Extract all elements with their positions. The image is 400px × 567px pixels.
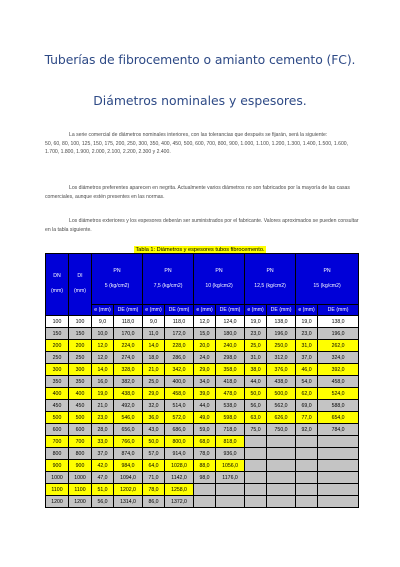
table-cell [245, 496, 267, 508]
table-cell: 14,0 [143, 340, 165, 352]
table-cell: 500,0 [267, 388, 296, 400]
table-cell: 20,0 [194, 340, 216, 352]
di-header: DI (mm) [69, 254, 92, 316]
table-cell: 150 [69, 328, 92, 340]
table-cell: 400 [69, 388, 92, 400]
pn-group-header: PN 10 (kg/cm2) [194, 254, 245, 305]
table-cell: 25,0 [143, 376, 165, 388]
table-cell: 31,0 [296, 340, 318, 352]
table-cell: 14,0 [92, 364, 114, 376]
sub-header: e (mm) [194, 305, 216, 316]
table-cell: 56,0 [92, 496, 114, 508]
table-cell: 874,0 [114, 448, 143, 460]
table-cell: 100 [46, 316, 69, 328]
table-cell: 69,0 [296, 400, 318, 412]
table-cell: 300 [69, 364, 92, 376]
table-cell: 38,0 [245, 364, 267, 376]
sub-header: e (mm) [296, 305, 318, 316]
table-cell: 1000 [69, 472, 92, 484]
table-cell [318, 472, 359, 484]
table-cell: 25,0 [245, 340, 267, 352]
table-cell: 24,0 [194, 352, 216, 364]
table-cell: 46,0 [296, 364, 318, 376]
table-cell [216, 484, 245, 496]
table-cell: 21,0 [143, 364, 165, 376]
table-cell: 32,0 [143, 400, 165, 412]
page-title: Tuberías de fibrocemento o amianto cemento (FC). [44, 52, 356, 67]
table-cell: 382,0 [114, 376, 143, 388]
table-cell: 138,0 [318, 316, 359, 328]
table-cell [245, 460, 267, 472]
table-cell: 458,0 [318, 376, 359, 388]
table-cell: 44,0 [245, 376, 267, 388]
table-row [46, 376, 359, 388]
table-cell: 10,0 [92, 328, 114, 340]
table-cell: 19,0 [92, 388, 114, 400]
table-cell: 312,0 [267, 352, 296, 364]
table-cell: 170,0 [114, 328, 143, 340]
table-cell [318, 448, 359, 460]
table-cell: 118,0 [114, 316, 143, 328]
table-cell [296, 472, 318, 484]
table-cell: 800 [69, 448, 92, 460]
table-cell: 1372,0 [165, 496, 194, 508]
table-cell: 92,0 [296, 424, 318, 436]
table-cell: 250,0 [267, 340, 296, 352]
table-cell: 43,0 [143, 424, 165, 436]
table-cell: 600 [46, 424, 69, 436]
page-subtitle: Diámetros nominales y espesores. [93, 93, 307, 108]
table-cell: 1176,0 [216, 472, 245, 484]
exterior-paragraph [45, 217, 359, 234]
table-cell: 228,0 [165, 340, 194, 352]
table-cell: 300 [46, 364, 69, 376]
table-cell [245, 472, 267, 484]
table-cell: 11,0 [143, 328, 165, 340]
table-cell: 1200 [69, 496, 92, 508]
preferred-paragraph [45, 184, 359, 201]
table-row [46, 328, 359, 340]
table-cell: 562,0 [267, 400, 296, 412]
table-cell: 29,0 [143, 388, 165, 400]
table-cell: 64,0 [143, 460, 165, 472]
table-cell: 98,0 [194, 472, 216, 484]
table-row [46, 388, 359, 400]
table-cell: 23,0 [296, 328, 318, 340]
table-cell: 77,0 [296, 412, 318, 424]
table-cell: 12,0 [92, 340, 114, 352]
table-cell: 138,0 [267, 316, 296, 328]
table-cell: 37,0 [92, 448, 114, 460]
table-cell: 324,0 [318, 352, 359, 364]
table-cell: 21,0 [92, 400, 114, 412]
table-cell: 524,0 [318, 388, 359, 400]
table-cell [267, 460, 296, 472]
table-cell: 492,0 [114, 400, 143, 412]
table-cell: 392,0 [318, 364, 359, 376]
table-cell: 68,0 [194, 436, 216, 448]
table-cell: 1100 [46, 484, 69, 496]
table-cell: 1094,0 [114, 472, 143, 484]
table-cell: 654,0 [318, 412, 359, 424]
table-cell: 172,0 [165, 328, 194, 340]
table-cell: 718,0 [216, 424, 245, 436]
table-cell: 376,0 [267, 364, 296, 376]
pn-group-header: PN 5 (kg/cm2) [92, 254, 143, 305]
table-row [46, 460, 359, 472]
table-cell: 1142,0 [165, 472, 194, 484]
table-row [46, 316, 359, 328]
table-row [46, 424, 359, 436]
table-cell: 19,0 [296, 316, 318, 328]
table-cell: 936,0 [216, 448, 245, 460]
table-cell: 984,0 [114, 460, 143, 472]
table-cell [216, 496, 245, 508]
table-cell: 1056,0 [216, 460, 245, 472]
table-cell: 54,0 [296, 376, 318, 388]
table-cell [296, 460, 318, 472]
table-cell: 44,0 [194, 400, 216, 412]
table-cell: 514,0 [165, 400, 194, 412]
table-row [46, 412, 359, 424]
dn-header: DN (mm) [46, 254, 69, 316]
table-cell: 59,0 [194, 424, 216, 436]
table-cell: 700 [46, 436, 69, 448]
table-cell: 34,0 [194, 376, 216, 388]
table-cell: 626,0 [267, 412, 296, 424]
table-cell: 500 [69, 412, 92, 424]
table-cell: 400 [46, 388, 69, 400]
table-cell [318, 496, 359, 508]
table-cell: 75,0 [245, 424, 267, 436]
table-cell: 538,0 [216, 400, 245, 412]
table-cell: 180,0 [216, 328, 245, 340]
table-cell: 15,0 [194, 328, 216, 340]
intro-paragraph [45, 131, 359, 157]
table-cell: 458,0 [165, 388, 194, 400]
table-row [46, 484, 359, 496]
table-cell: 546,0 [114, 412, 143, 424]
table-cell: 50,0 [143, 436, 165, 448]
table-cell [296, 436, 318, 448]
table-cell: 262,0 [318, 340, 359, 352]
table-cell: 200 [69, 340, 92, 352]
table-cell: 12,0 [194, 316, 216, 328]
sub-header: DE (mm) [267, 305, 296, 316]
table-cell: 18,0 [143, 352, 165, 364]
table-cell: 1100 [69, 484, 92, 496]
table-caption-text: Tabla 1: Diámetros y espesores tubos fibrocemento. [135, 247, 265, 253]
table-cell: 656,0 [114, 424, 143, 436]
table-cell: 700 [69, 436, 92, 448]
table-cell [267, 448, 296, 460]
table-cell: 200 [46, 340, 69, 352]
table-cell: 900 [46, 460, 69, 472]
table-cell: 598,0 [216, 412, 245, 424]
table-cell: 224,0 [114, 340, 143, 352]
table-cell: 818,0 [216, 436, 245, 448]
table-cell: 196,0 [318, 328, 359, 340]
table-cell: 19,0 [245, 316, 267, 328]
sub-header: e (mm) [143, 305, 165, 316]
table-cell [318, 436, 359, 448]
table-cell: 150 [46, 328, 69, 340]
table-cell: 450 [69, 400, 92, 412]
pn-group-header: PN 12,5 (kg/cm2) [245, 254, 296, 305]
table-cell: 250 [46, 352, 69, 364]
table-cell: 450 [46, 400, 69, 412]
table-cell: 240,0 [216, 340, 245, 352]
table-cell [267, 472, 296, 484]
table-row [46, 436, 359, 448]
table-cell: 418,0 [216, 376, 245, 388]
table-cell: 600 [69, 424, 92, 436]
diameter-series: 50, 60, 80, 100, 125, 150, 175, 200, 250, 300, 350, 400, 450, 500, 600, 700, 800, 900, 1.000, 1.100, 1.200, 1.300, 1.400, 1.500, 1.600, 1.700, 1.800, 1.900, 2.000, 2.100, 2.200, 2.300 y 2.400. [45, 140, 349, 156]
table-cell: 328,0 [114, 364, 143, 376]
table-cell: 39,0 [194, 388, 216, 400]
table-cell: 63,0 [245, 412, 267, 424]
table-row [46, 364, 359, 376]
table-cell: 100 [69, 316, 92, 328]
table-cell: 16,0 [92, 376, 114, 388]
table-row [46, 400, 359, 412]
table-cell: 29,0 [194, 364, 216, 376]
table-cell: 358,0 [216, 364, 245, 376]
table-cell: 36,0 [143, 412, 165, 424]
table-cell: 588,0 [318, 400, 359, 412]
table-cell: 62,0 [296, 388, 318, 400]
table-cell: 1028,0 [165, 460, 194, 472]
table-cell: 124,0 [216, 316, 245, 328]
table-cell: 1314,0 [114, 496, 143, 508]
table-cell: 750,0 [267, 424, 296, 436]
pn-group-header: PN 7,5 (kg/cm2) [143, 254, 194, 305]
table-cell [318, 460, 359, 472]
table-cell: 118,0 [165, 316, 194, 328]
table-cell: 1258,0 [165, 484, 194, 496]
table-cell [318, 484, 359, 496]
table-cell: 478,0 [216, 388, 245, 400]
sub-header: e (mm) [92, 305, 114, 316]
table-cell [245, 484, 267, 496]
table-cell: 438,0 [114, 388, 143, 400]
table-cell: 9,0 [143, 316, 165, 328]
table-cell: 23,0 [245, 328, 267, 340]
table-subheader-row [46, 305, 359, 316]
table-cell: 274,0 [114, 352, 143, 364]
sub-header: DE (mm) [216, 305, 245, 316]
table-cell: 12,0 [92, 352, 114, 364]
table-cell: 1200 [46, 496, 69, 508]
table-cell: 500 [46, 412, 69, 424]
table-row [46, 472, 359, 484]
exterior-text: Los diámetros exteriores y los espesores deberán ser suministrados por el fabricante. Valores aproximados se pueden consultar en la tabla siguiente. [45, 218, 359, 233]
table-cell [296, 484, 318, 496]
table-cell: 438,0 [267, 376, 296, 388]
table-cell [194, 496, 216, 508]
table-cell: 286,0 [165, 352, 194, 364]
sub-header: DE (mm) [114, 305, 143, 316]
table-cell: 23,0 [92, 412, 114, 424]
table-cell: 33,0 [92, 436, 114, 448]
table-row [46, 496, 359, 508]
table-cell: 350 [69, 376, 92, 388]
table-cell: 88,0 [194, 460, 216, 472]
table-cell [194, 484, 216, 496]
table-cell: 86,0 [143, 496, 165, 508]
table-row [46, 352, 359, 364]
table-cell: 78,0 [143, 484, 165, 496]
table-cell: 9,0 [92, 316, 114, 328]
table-cell: 42,0 [92, 460, 114, 472]
pipe-dimensions-table [45, 253, 359, 508]
table-cell [267, 496, 296, 508]
table-cell: 298,0 [216, 352, 245, 364]
sub-header: DE (mm) [318, 305, 359, 316]
table-cell: 57,0 [143, 448, 165, 460]
table-cell: 50,0 [245, 388, 267, 400]
table-cell [296, 448, 318, 460]
table-cell: 78,0 [194, 448, 216, 460]
table-cell: 1000 [46, 472, 69, 484]
intro-text: La serie comercial de diámetros nominales interiores, con las tolerancias que después se fijarán, será la siguiente: [69, 132, 328, 138]
table-cell: 900 [69, 460, 92, 472]
table-cell: 766,0 [114, 436, 143, 448]
table-header-row [46, 254, 359, 305]
table-cell: 49,0 [194, 412, 216, 424]
table-cell: 37,0 [296, 352, 318, 364]
table-cell: 914,0 [165, 448, 194, 460]
table-cell [245, 448, 267, 460]
table-cell: 56,0 [245, 400, 267, 412]
table-cell: 350 [46, 376, 69, 388]
table-cell: 686,0 [165, 424, 194, 436]
sub-header: DE (mm) [165, 305, 194, 316]
table-cell: 250 [69, 352, 92, 364]
table-cell: 47,0 [92, 472, 114, 484]
table-row [46, 340, 359, 352]
table-cell: 784,0 [318, 424, 359, 436]
table-cell: 1202,0 [114, 484, 143, 496]
table-cell: 342,0 [165, 364, 194, 376]
table-cell [245, 436, 267, 448]
sub-header: e (mm) [245, 305, 267, 316]
table-cell: 31,0 [245, 352, 267, 364]
table-row [46, 448, 359, 460]
table-cell: 800,0 [165, 436, 194, 448]
table-cell: 572,0 [165, 412, 194, 424]
table-cell: 71,0 [143, 472, 165, 484]
table-cell [267, 484, 296, 496]
table-cell: 800 [46, 448, 69, 460]
table-cell: 28,0 [92, 424, 114, 436]
preferred-text: Los diámetros preferentes aparecen en negrita. Actualmente varios diámetros no son fabricados por la mayoría de las casas comerciales, aunque estén presentes en las normas. [45, 185, 350, 200]
pn-group-header: PN 15 (kg/cm2) [296, 254, 359, 305]
table-cell [267, 436, 296, 448]
table-cell: 51,0 [92, 484, 114, 496]
table-cell [296, 496, 318, 508]
table-cell: 400,0 [165, 376, 194, 388]
table-cell: 196,0 [267, 328, 296, 340]
